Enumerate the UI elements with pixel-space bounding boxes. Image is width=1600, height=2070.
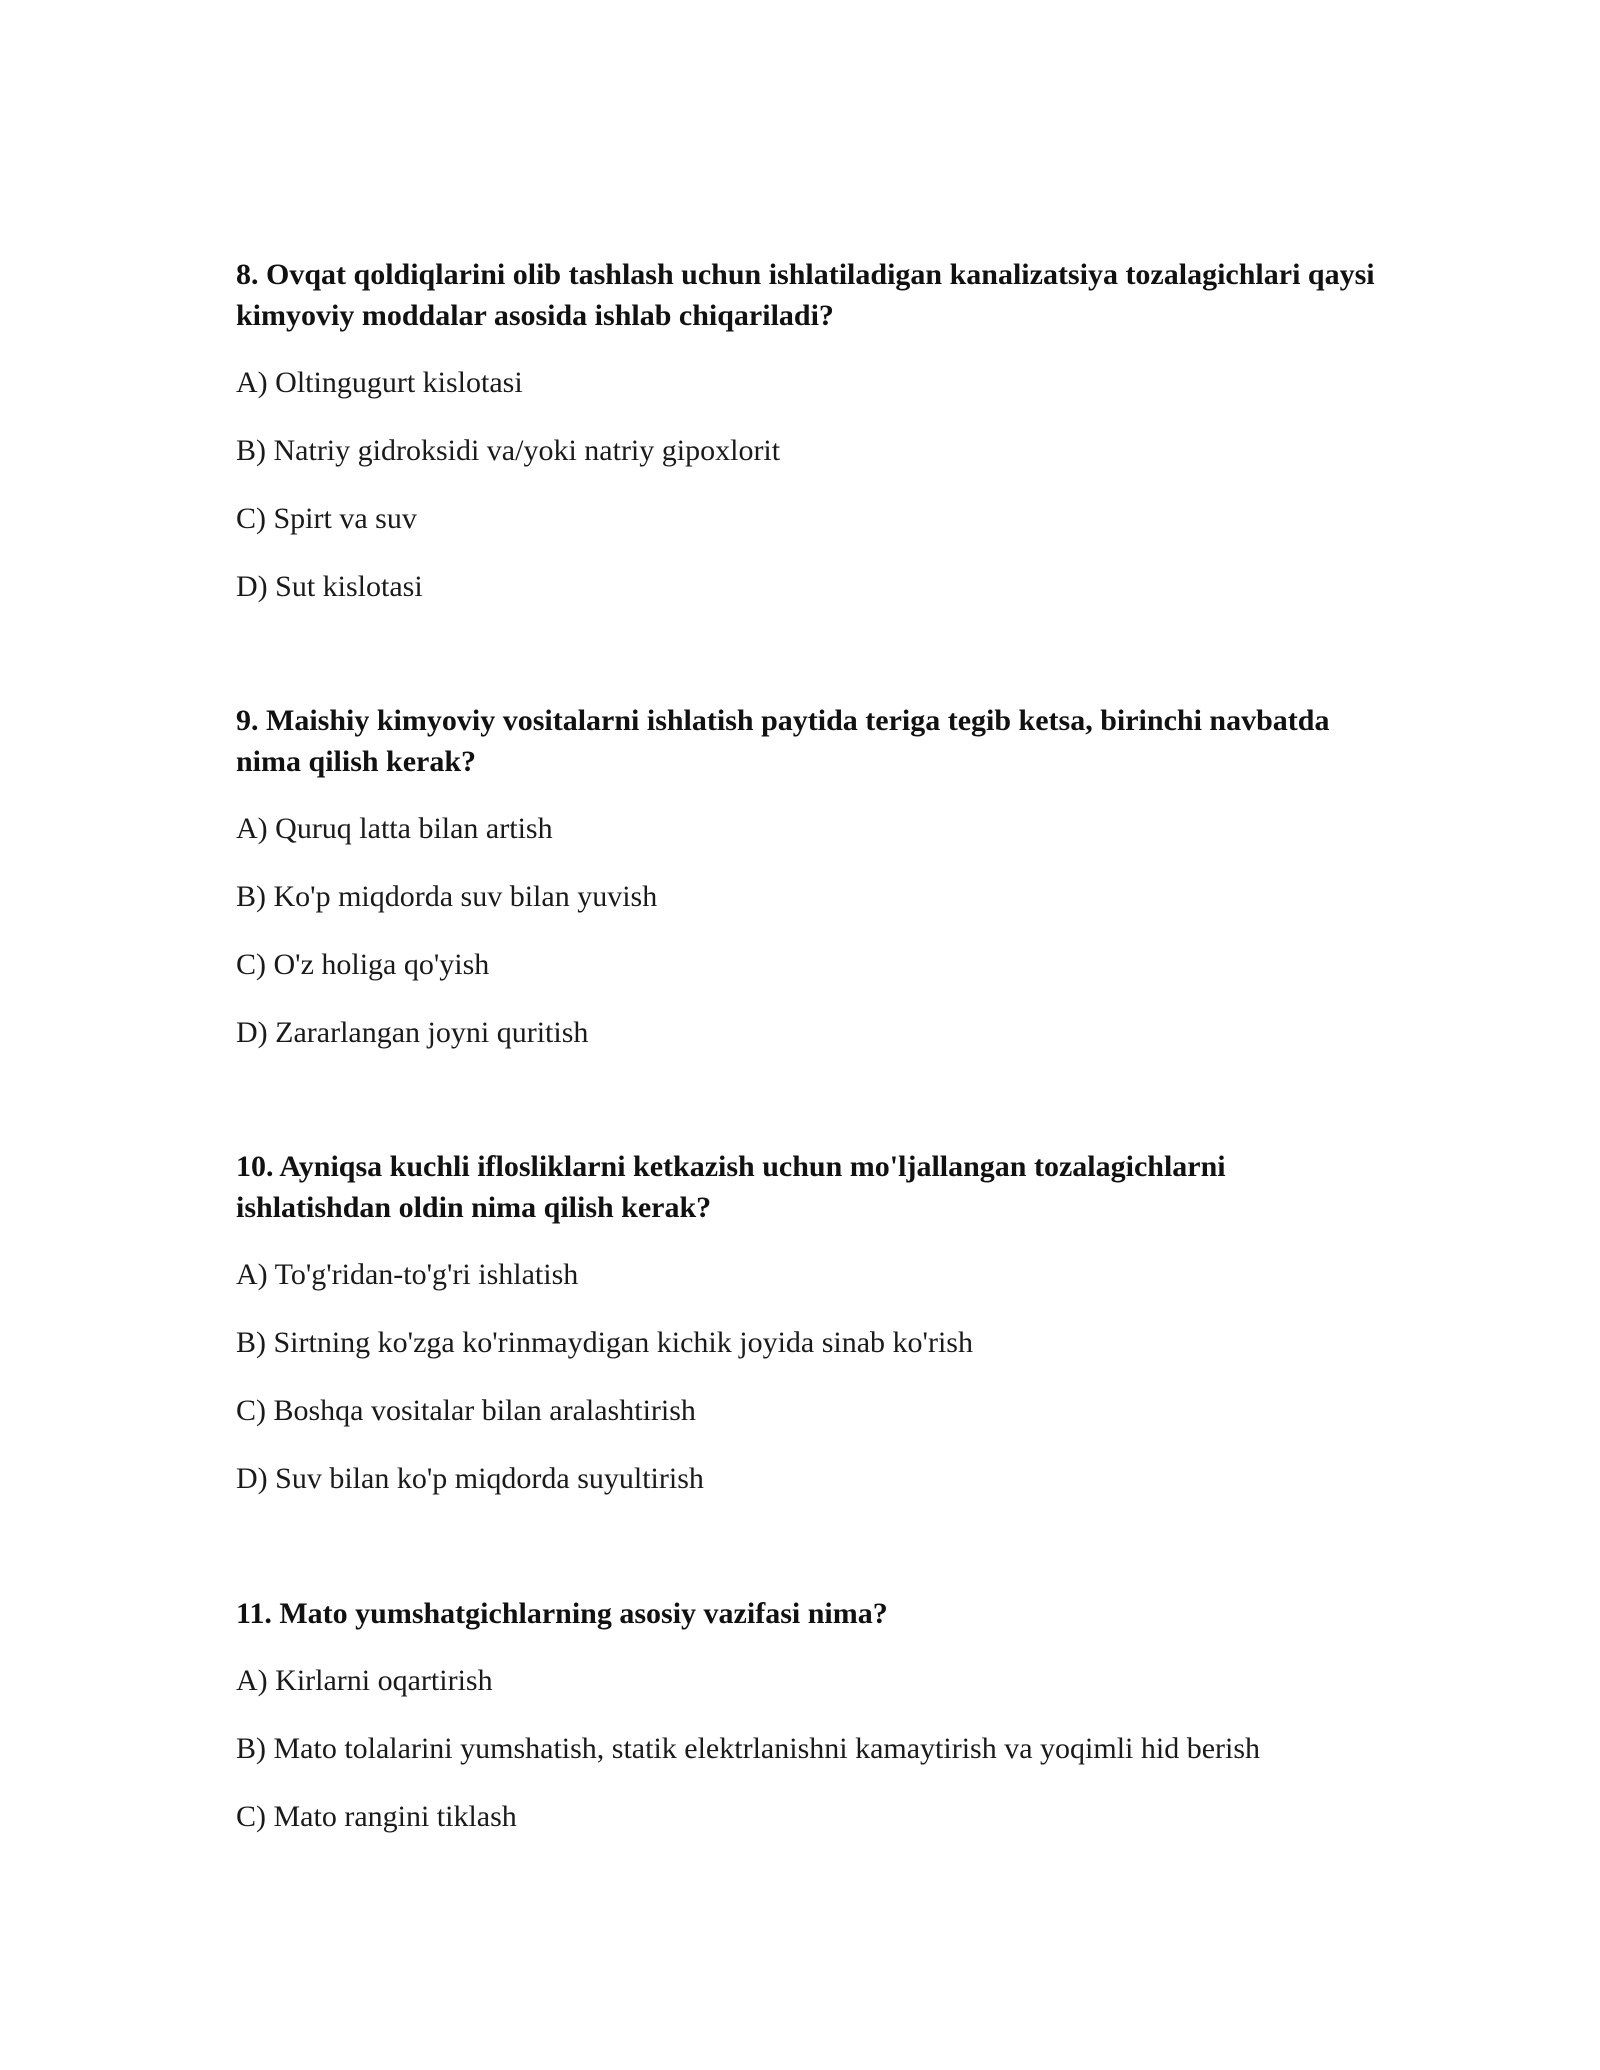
answer-option-a: A) Kirlarni oqartirish [236,1664,493,1697]
answer-option-c: C) O'z holiga qo'yish [236,948,490,981]
answer-option-c: C) Spirt va suv [236,502,417,535]
answer-options [236,1661,1386,1837]
answer-options [236,809,1386,1053]
answer-option-b: B) Ko'p miqdorda suv bilan yuvish [236,880,658,913]
question-title: 9. Maishiy kimyoviy vositalarni ishlatish paytida teriga tegib ketsa, birinchi navbatda nima qilish kerak? [236,704,1330,778]
answer-option-c: C) Boshqa vositalar bilan aralashtirish [236,1394,696,1427]
question-title: 10. Ayniqsa kuchli iflosliklarni ketkazish uchun mo'ljallangan tozalagichlarni ishlatishdan oldin nima qilish kerak? [236,1150,1226,1224]
question-9 [236,700,1386,1081]
answer-option-d: D) Suv bilan ko'p miqdorda suyultirish [236,1462,704,1495]
question-8 [236,254,1386,635]
answer-option-a: A) Oltingugurt kislotasi [236,366,523,399]
question-title: 8. Ovqat qoldiqlarini olib tashlash uchun ishlatiladigan kanalizatsiya tozalagichlari qaysi kimyoviy moddalar asosida ishlab chiqariladi? [236,258,1375,332]
answer-option-a: A) To'g'ridan-to'g'ri ishlatish [236,1258,579,1291]
question-10 [236,1146,1386,1527]
answer-options [236,1255,1386,1499]
question-title: 11. Mato yumshatgichlarning asosiy vazifasi nima? [236,1597,888,1630]
answer-option-b: B) Natriy gidroksidi va/yoki natriy gipoxlorit [236,434,781,467]
answer-option-d: D) Sut kislotasi [236,570,423,603]
answer-options [236,363,1386,607]
answer-option-c: C) Mato rangini tiklash [236,1800,517,1833]
question-11 [236,1593,1386,1865]
answer-option-a: A) Quruq latta bilan artish [236,812,553,845]
answer-option-d: D) Zararlangan joyni quritish [236,1016,589,1049]
answer-option-b: B) Sirtning ko'zga ko'rinmaydigan kichik joyida sinab ko'rish [236,1326,973,1359]
answer-option-b: B) Mato tolalarini yumshatish, statik elektrlanishni kamaytirish va yoqimli hid berish [236,1732,1261,1765]
